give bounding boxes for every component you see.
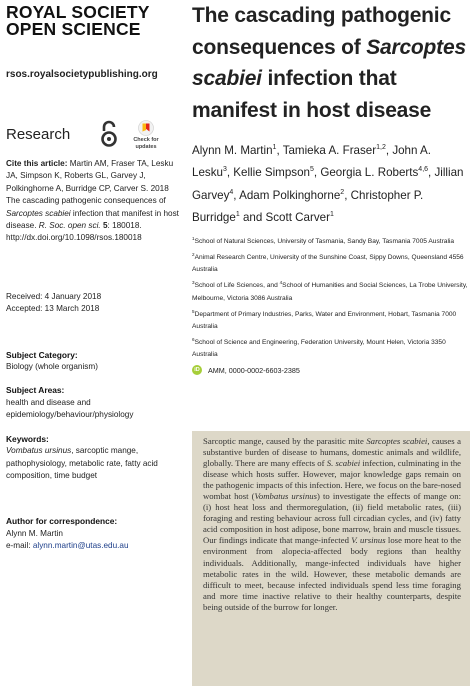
keywords-heading: Keywords: [6, 433, 49, 444]
accepted-date: Accepted: 13 March 2018 [6, 304, 100, 314]
journal-name-line2: OPEN SCIENCE [6, 18, 141, 39]
author[interactable]: Georgia L. Roberts$^{4,6}$ [320, 166, 429, 180]
author[interactable]: Jillian Garvey$^4$ [192, 166, 464, 202]
correspondence-email-row [6, 540, 182, 552]
citation-volume: 5 [102, 221, 108, 231]
affiliations [192, 236, 470, 361]
email-label: e-mail: [6, 541, 33, 551]
citation-doi[interactable]: http://dx.doi.org/10.1098/rsos.180018 [6, 233, 142, 243]
keywords-value [6, 445, 182, 482]
main-column [192, 0, 470, 375]
orcid-text: AMM, 0000-0002-6603-2385 [208, 365, 300, 375]
journal-logo[interactable] [6, 4, 182, 37]
affiliation-5: $^5$Department of Primary Industries, Parks, Water and Environment, Hobart, Tasmania 7000 Australia [192, 308, 457, 330]
affiliation-6: $^6$School of Science and Engineering, Federation University, Mount Helen, Victoria 3350 Australia [192, 336, 446, 358]
abstract-species: S. scabiei [326, 458, 361, 469]
subject-category-value: Biology (whole organism) [6, 362, 98, 372]
abstract-species: V. ursinus [351, 535, 386, 546]
open-access-icon [100, 120, 118, 148]
subject-areas-section [6, 384, 182, 421]
citation-block [6, 158, 182, 245]
abstract: Sarcoptic mange, caused by the parasitic mite Sarcoptes scabiei, causes a substantive burden of disease to humans, domestic animals and wildlife, globally. There are many effects of S. scabiei infection, culminating in the disease which hosts suffer. However, major knowledge gaps remain on the pathogenic impacts of this infection. Here, we focus on the bare-nosed wombat host (Vombatus ursinus) to investigate the effects of mange on: (i) host heat loss and thermoregulation, (ii) field metabolic rates, (iii) foraging and resting behaviour across full circadian cycles, and (iv) fatty acid composition in host adipose, bone marrow, brain and muscle tissues. Our findings indicate that mange-infected V. ursinus lose more heat to the environment from alopecia-affected body regions than healthy individuals. Additionally, mange-infected individuals have higher metabolic rates in the wild. However, these metabolic demands are difficult to meet, because infected individuals spend less time foraging and more time inactive relative to their healthy counterparts, despite being outside of the burrow for longer. [192, 431, 470, 686]
abstract-species: Sarcoptes scabiei [366, 436, 428, 446]
subject-areas-heading: Subject Areas: [6, 385, 65, 396]
citation-journal: R. Soc. open sci. [38, 221, 101, 231]
correspondence-heading: Author for correspondence: [6, 516, 118, 527]
check-for-updates-badge[interactable] [128, 120, 164, 150]
correspondence-name: Alynn M. Martin [6, 528, 63, 538]
left-sidebar [6, 4, 182, 553]
keywords-section [6, 433, 182, 483]
author[interactable]: Adam Polkinghorne$^2$ [239, 188, 345, 202]
title-species: Sarcoptes scabiei [192, 35, 466, 90]
section-label: Research [6, 126, 71, 143]
author[interactable]: John A. Lesku$^3$ [192, 144, 431, 180]
citation-authors: Martin AM, Fraser TA, Lesku JA, Simpson K, Roberts GL, Garvey J, Polkinghorne A, Burridge CP, Carver S. 2018 The cascading pathogenic consequences of [6, 159, 174, 206]
author[interactable]: Tamieka A. Fraser$^{1,2}$ [282, 144, 386, 157]
citation-label: Cite this article: [6, 159, 68, 168]
affiliation-3-4: $^3$School of Life Sciences, and $^4$School of Humanities and Social Sciences, La Trobe University, Melbourne, Victoria 3086 Australia [192, 280, 468, 302]
check-updates-line1: Check for [133, 137, 159, 143]
crossmark-icon [138, 120, 154, 136]
citation-rest: infection that manifest in host disease. [6, 208, 179, 231]
dates-block [6, 291, 182, 316]
subject-category-section [6, 349, 182, 374]
correspondence-section [6, 515, 182, 552]
journal-name-line1: ROYAL SOCIETY [6, 2, 150, 22]
email-link[interactable]: alynn.martin@utas.edu.au [32, 541, 129, 551]
keywords-rest: , sarcoptic mange, pathophysiology, metabolic rate, fatty acid composition, time budget [6, 446, 158, 480]
affiliation-2: $^2$Animal Research Centre, University of the Sunshine Coast, Sippy Downs, Queensland 4556 Australia [192, 252, 464, 274]
affiliation-1: $^1$School of Natural Sciences, University of Tasmania, Sandy Bay, Tasmania 7005 Australia [192, 236, 455, 246]
keywords-species: Vombatus ursinus [6, 446, 72, 456]
author[interactable]: Scott Carver$^1$ [265, 210, 334, 224]
orcid-row[interactable] [192, 365, 470, 375]
citation-species: Sarcoptes scabiei [6, 208, 71, 218]
check-updates-line2: updates [135, 144, 157, 150]
author-list: Alynn M. Martin$^1$, Tamieka A. Fraser$^{1,2}$, John A. Lesku$^3$, Kellie Simpson$^5$, Georgia L. Roberts$^{4,6}$, Jillian Garvey$^4$, Adam Polkinghorne$^2$, Christopher P. Burridge$^1$ and Scott Carver$^1$ [192, 144, 464, 224]
author[interactable]: Christopher P. Burridge$^1$ [192, 188, 424, 224]
article-title [192, 0, 470, 126]
author[interactable]: Kellie Simpson$^5$ [233, 166, 314, 180]
title-part1: The cascading pathogenic consequences of [192, 4, 451, 59]
abstract-species: Vombatus ursinus [254, 491, 318, 502]
research-row [6, 120, 182, 150]
title-part2: infection that manifest in host disease [192, 67, 432, 122]
subject-category-heading: Subject Category: [6, 349, 78, 360]
citation-article-no: : 180018. [107, 221, 142, 231]
subject-areas-value: health and disease and epidemiology/behaviour/physiology [6, 397, 134, 420]
author[interactable]: Alynn M. Martin$^1$ [192, 144, 277, 157]
orcid-icon: iD [192, 365, 202, 375]
journal-url[interactable]: rsos.royalsocietypublishing.org [6, 69, 158, 80]
received-date: Received: 4 January 2018 [6, 291, 102, 301]
